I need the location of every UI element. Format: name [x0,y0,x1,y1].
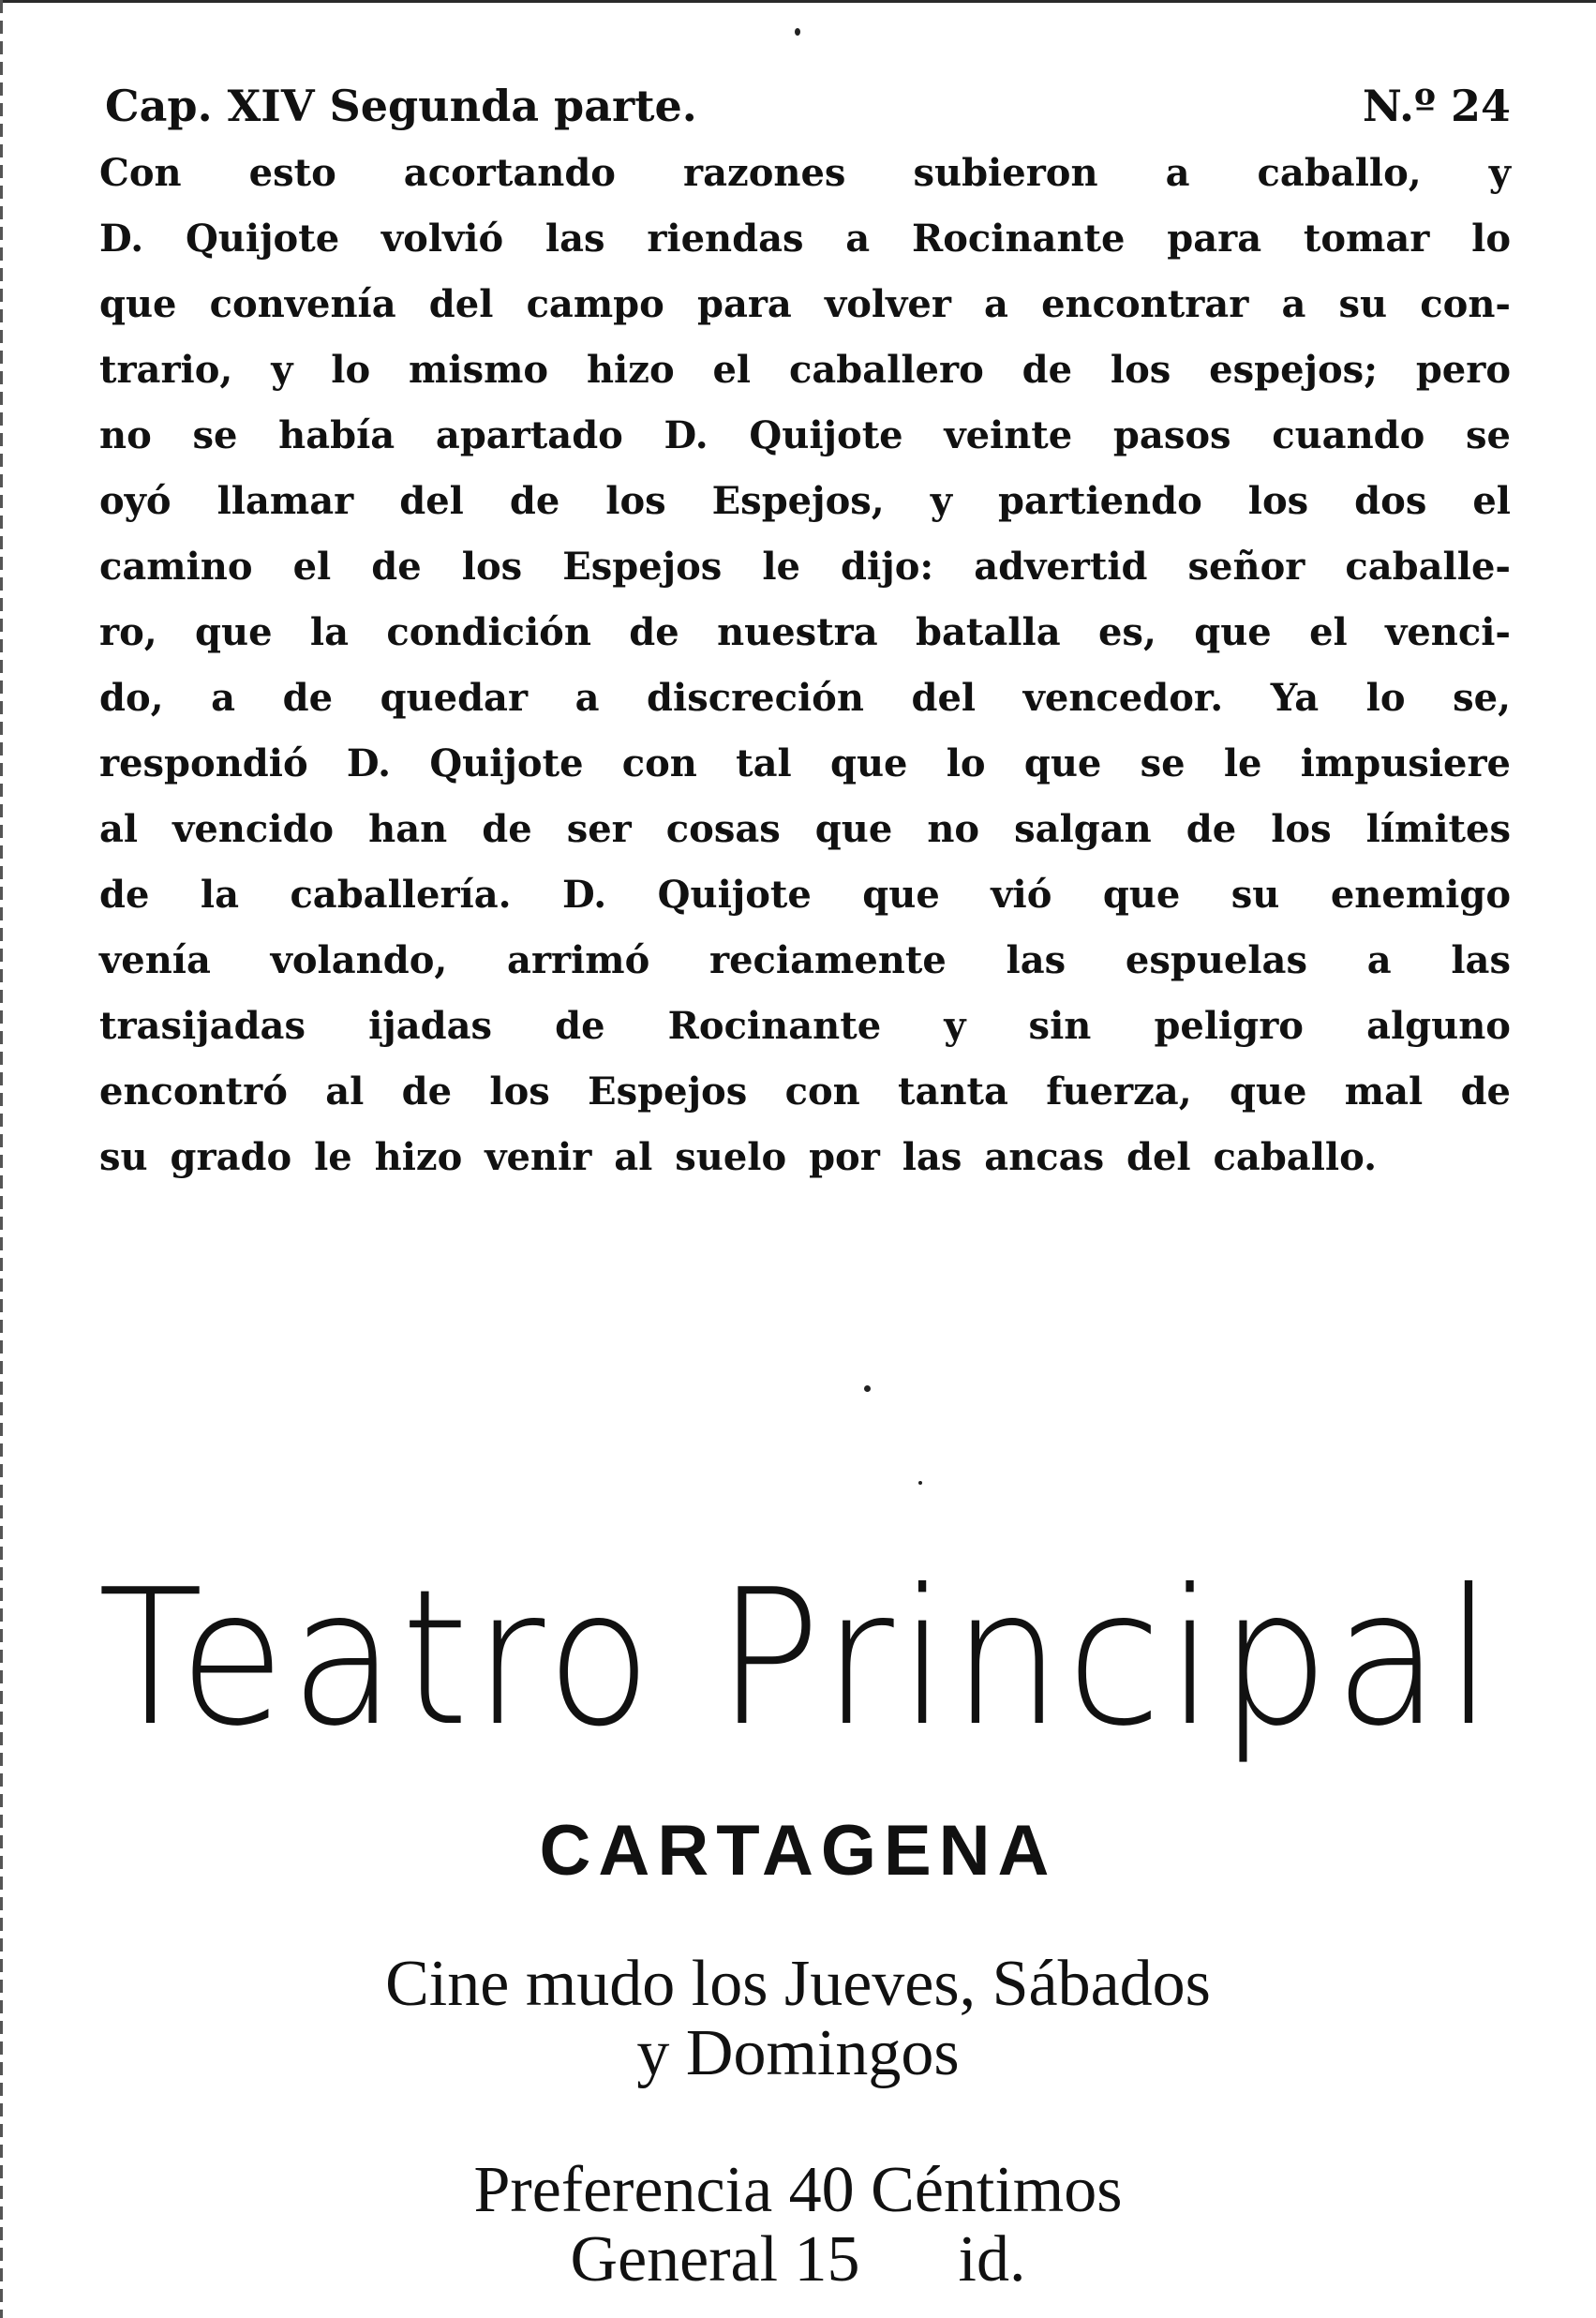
story-line: trario, y lo mismo hizo el caballero de los espejos; pero [99,348,1511,392]
story-line: ro, que la condición de nuestra batalla es, que el venci- [99,610,1511,654]
schedule-line: y Domingos [636,2017,960,2089]
story-line: do, a de quedar a discreción del vencedor. Ya lo se, [99,676,1511,720]
chapter-label: Cap. XIV Segunda parte. [105,81,697,131]
story-line: D. Quijote volvió las riendas a Rocinante para tomar lo [99,217,1511,261]
story-line: su grado le hizo venir al suelo por las ancas del caballo. [99,1135,1378,1179]
story-line: que convenía del campo para volver a encontrar a su con- [99,282,1511,326]
story-line: oyó llamar del de los Espejos, y partiendo los dos el [99,479,1511,523]
card-number: N.º 24 [1362,81,1511,131]
ink-speck [795,28,800,36]
story-line: trasijadas ijadas de Rocinante y sin peligro alguno [99,1004,1511,1048]
story-line: al vencido han de ser cosas que no salgan de los límites [99,807,1511,851]
ink-speck [918,1481,922,1485]
city-name: CARTAGENA [539,1811,1057,1891]
story-line: venía volando, arrimó reciamente las espuelas a las [99,938,1511,982]
story-line: no se había apartado D. Quijote veinte pasos cuando se [99,413,1511,457]
story-line: encontró al de los Espejos con tanta fuerza, que mal de [99,1069,1511,1114]
price-line: General 15 id. [570,2223,1026,2296]
story-line: respondió D. Quijote con tal que lo que se le impusiere [99,741,1511,785]
story-text [99,141,1511,1190]
card-top-edge [0,0,1596,3]
schedule-line: Cine mudo los Jueves, Sábados [385,1948,1211,2020]
story-line: camino el de los Espejos le dijo: advertid señor caballe- [99,545,1511,589]
page-header [105,73,1511,139]
ink-speck [864,1385,871,1392]
theatre-title: Teatro Principal [97,1549,1499,1768]
price-line: Preferencia 40 Céntimos [473,2154,1123,2226]
story-line: de la caballería. D. Quijote que vió que su enemigo [99,873,1511,917]
story-line: Con esto acortando razones subieron a caballo, y [99,151,1511,195]
